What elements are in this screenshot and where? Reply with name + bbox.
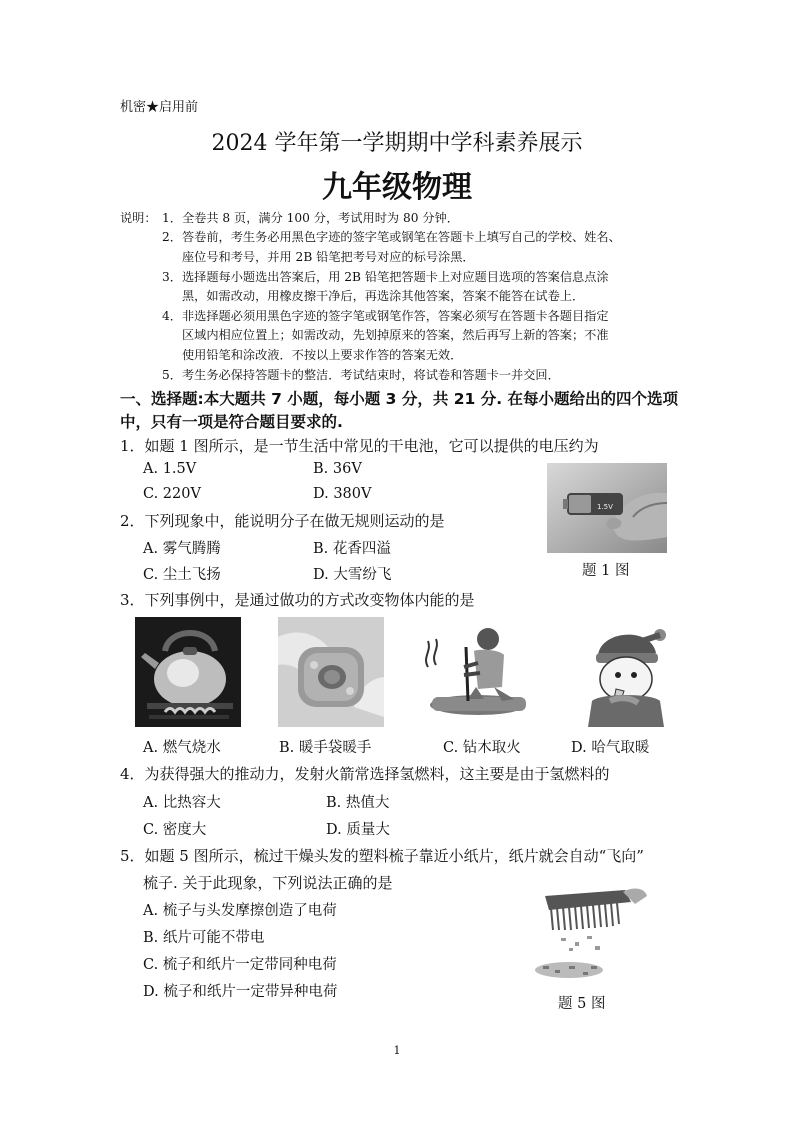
q1-option-c: C. 220V [143, 486, 201, 502]
child-blowing-hands-icon [580, 617, 674, 727]
instruction-line: 黑，如需改动，用橡皮擦干净后，再选涂其他答案，答案不能答在试卷上． [182, 289, 585, 303]
drill-wood-fire-figure [418, 617, 538, 727]
q3-option-d: D. 哈气取暖 [571, 740, 650, 756]
section-heading-cont: 中，只有一项是符合题目要求的. [120, 413, 343, 431]
q4-option-b: B. 热值大 [326, 795, 390, 811]
question-2-stem: 2．下列现象中，能说明分子在做无规则运动的是 [120, 512, 445, 530]
q4-option-d: D. 质量大 [326, 822, 390, 838]
kettle-on-stove-icon [135, 617, 241, 727]
instruction-line: 2．答卷前，考生务必用黑色字迹的签字笔或钢笔在答题卡上填写自己的学校、姓名、 [162, 230, 621, 244]
instruction-line: 座位号和考号，并用 2B 铅笔把考号对应的标号涂黑． [182, 250, 475, 264]
subject-title: 九年级物理 [322, 170, 472, 205]
q2-option-b: B. 花香四溢 [313, 541, 391, 557]
q2-option-d: D. 大雪纷飞 [313, 567, 392, 583]
q3-option-c: C. 钻木取火 [443, 740, 521, 756]
q4-option-a: A. 比热容大 [143, 795, 221, 811]
q5-option-c: C. 梳子和纸片一定带同种电荷 [143, 957, 337, 973]
q4-option-c: C. 密度大 [143, 822, 207, 838]
q5-option-b: B. 纸片可能不带电 [143, 930, 265, 946]
instruction-line: 3．选择题每小题选出答案后，用 2B 铅笔把答题卡上对应题目选项的答案信息点涂 [162, 270, 609, 284]
section-heading: 一、选择题:本大题共 7 小题，每小题 3 分，共 21 分. 在每小题给出的四个选项 [120, 390, 679, 408]
kettle-figure [135, 617, 241, 727]
q2-option-c: C. 尘土飞扬 [143, 567, 221, 583]
breath-warming-figure [580, 617, 674, 727]
question-5-stem-cont: 梳子. 关于此现象，下列说法正确的是 [143, 874, 393, 892]
instruction-line: 1．全卷共 8 页，满分 100 分，考试用时为 80 分钟． [162, 211, 459, 225]
q3-option-a: A. 燃气烧水 [143, 740, 221, 756]
battery-figure [547, 463, 667, 553]
q2-option-a: A. 雾气腾腾 [143, 541, 221, 557]
exam-title: 2024 学年第一学期期中学科素养展示 [211, 131, 583, 156]
question-3-stem: 3．下列事例中，是通过做功的方式改变物体内能的是 [120, 591, 475, 609]
q1-option-b: B. 36V [313, 461, 362, 477]
figure-5-caption: 题 5 图 [558, 996, 606, 1012]
q1-option-a: A. 1.5V [143, 461, 197, 477]
battery-hand-icon [547, 463, 667, 553]
figure-1-caption: 题 1 图 [582, 563, 630, 579]
q5-option-a: A. 梳子与头发摩擦创造了电荷 [143, 903, 337, 919]
question-1-stem: 1．如题 1 图所示，是一节生活中常见的干电池，它可以提供的电压约为 [120, 437, 599, 455]
instruction-line: 区域内相应位置上；如需改动，先划掉原来的答案，然后再写上新的答案；不准 [182, 328, 609, 342]
question-5-stem: 5．如题 5 图所示，梳过干燥头发的塑料梳子靠近小纸片，纸片就会自动“飞向” [120, 847, 644, 865]
page-number: 1 [393, 1044, 401, 1057]
comb-paper-icon [525, 886, 649, 982]
caveman-drilling-fire-icon [418, 617, 538, 727]
hand-warmer-icon [278, 617, 384, 727]
q1-option-d: D. 380V [313, 486, 372, 502]
hand-warmer-figure [278, 617, 384, 727]
instruction-line: 使用铅笔和涂改液．不按以上要求作答的答案无效． [182, 348, 463, 362]
svg-text:1.5V: 1.5V [597, 503, 613, 511]
comb-figure [525, 886, 649, 982]
instruction-line: 4．非选择题必须用黑色字迹的签字笔或钢笔作答，答案必须写在答题卡各题目指定 [162, 309, 609, 323]
question-4-stem: 4．为获得强大的推动力，发射火箭常选择氢燃料，这主要是由于氢燃料的 [120, 765, 610, 783]
q3-option-b: B. 暖手袋暖手 [279, 740, 372, 756]
instructions-lead: 说明： [120, 211, 157, 225]
instruction-line: 5．考生务必保持答题卡的整洁．考试结束时，将试卷和答题卡一并交回． [162, 368, 560, 382]
q5-option-d: D. 梳子和纸片一定带异种电荷 [143, 984, 338, 1000]
confidential-mark: 机密★启用前 [120, 100, 199, 115]
